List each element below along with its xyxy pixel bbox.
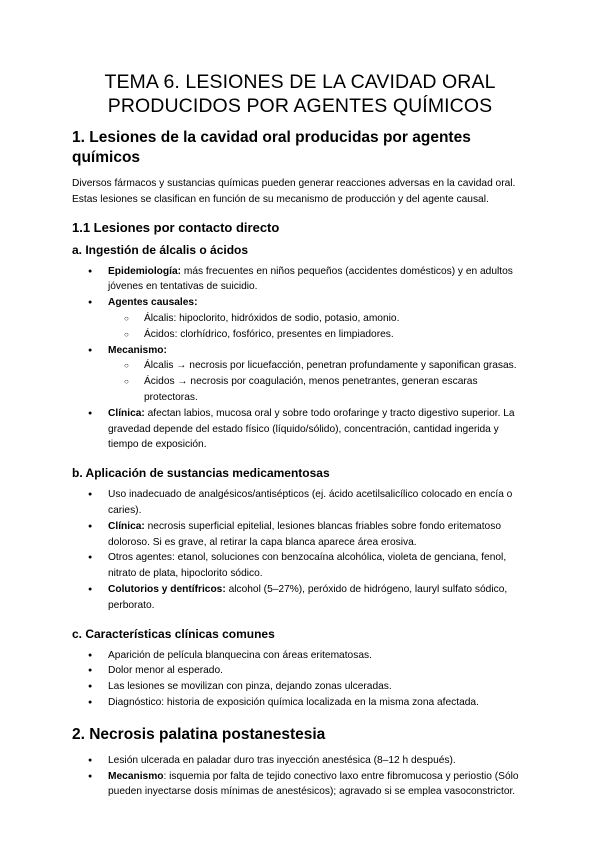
list-item [72, 406, 528, 453]
sub-list-item: ○ Álcalis → necrosis por licuefacción, penetran profundamente y saponifican grasas. [72, 358, 528, 374]
item-text: afectan labios, mucosa oral y sobre todo orofaringe y tracto digestivo superior. La gravedad depende del estado físico (líquido/sólido), concentración, cantidad ingerida y tiempo de exposición. [108, 407, 515, 451]
section-2-heading: 2. Necrosis palatina postanestesia [72, 725, 326, 743]
bold-label: Clínica: [108, 520, 145, 532]
section-a-list [72, 264, 528, 454]
list-item: ● Aparición de película blanquecina con áreas eritematosas. [72, 648, 528, 664]
list-item [72, 769, 528, 801]
item-text: : isquemia por falta de tejido conectivo laxo entre fibromucosa y periostio (Sólo pueden inyectarse dosis mínimas de anestésicos); agravado si se emplea vasoconstrictor. [108, 770, 519, 798]
section-2-list [72, 753, 528, 800]
bold-label: Colutorios y dentífricos: [108, 583, 226, 595]
item-text: necrosis superficial epitelial, lesiones blancas friables sobre fondo eritematoso doloroso. Si es grave, al retirar la capa blanca aparece área erosiva. [108, 520, 501, 548]
list-item: ● Uso inadecuado de analgésicos/antisépticos (ej. ácido acetilsalicílico colocado en encía o caries). [72, 487, 528, 519]
list-item: ● Dolor menor al esperado. [72, 663, 528, 679]
list-item [72, 295, 528, 342]
sub-list [108, 311, 528, 343]
sub-list-item: ○ Ácidos: clorhídrico, fosfórico, presentes en limpiadores. [72, 327, 528, 343]
bold-label: Mecanismo: [108, 344, 167, 356]
list-item [72, 343, 528, 406]
list-item: ● Lesión ulcerada en paladar duro tras inyección anestésica (8–12 h después). [72, 753, 528, 769]
list-item [72, 582, 528, 614]
sub-list [108, 358, 528, 405]
list-item: ● Otros agentes: etanol, soluciones con benzocaína alcohólica, violeta de genciana, fenol, nitrato de plata, hipoclorito sódico. [72, 550, 528, 582]
bold-label: Mecanismo [108, 770, 164, 782]
document-title [72, 70, 528, 118]
sub-list-item: ○ Ácidos → necrosis por coagulación, menos penetrantes, generan escaras protectoras. [72, 374, 528, 406]
section-1-heading: 1. Lesiones de la cavidad oral producidas por agentes químicos [72, 129, 471, 166]
section-b-list [72, 487, 528, 613]
list-item [72, 519, 528, 551]
bold-label: Epidemiología: [108, 265, 182, 277]
title-line-2: PRODUCIDOS POR AGENTES QUÍMICOS [107, 95, 493, 117]
section-b-heading: b. Aplicación de sustancias medicamentosas [72, 466, 330, 481]
section-c-heading: c. Características clínicas comunes [72, 626, 275, 641]
list-item: ● Diagnóstico: historia de exposición química localizada en la misma zona afectada. [72, 695, 528, 711]
sub-list-item: ○ Álcalis: hipoclorito, hidróxidos de sodio, potasio, amonio. [72, 311, 528, 327]
item-text: más frecuentes en niños pequeños (accidentes domésticos) y en adultos jóvenes en tentativas de suicidio. [108, 265, 513, 293]
section-1-1-heading: 1.1 Lesiones por contacto directo [72, 219, 280, 235]
list-item: ● Las lesiones se movilizan con pinza, dejando zonas ulceradas. [72, 679, 528, 695]
section-c-list [72, 648, 528, 711]
title-line-1: TEMA 6. LESIONES DE LA CAVIDAD ORAL [104, 71, 496, 93]
item-text: alcohol (5–27%), peróxido de hidrógeno, lauryl sulfato sódico, perborato. [108, 583, 508, 611]
list-item [72, 264, 528, 296]
bold-label: Agentes causales: [108, 297, 198, 309]
section-a-heading: a. Ingestión de álcalis o ácidos [72, 242, 249, 257]
bold-label: Clínica: [108, 407, 145, 419]
section-1-intro: Diversos fármacos y sustancias químicas pueden generar reacciones adversas en la cavidad oral. Estas lesiones se clasifican en función de su mecanismo de producción y del agente causal. [72, 178, 516, 205]
